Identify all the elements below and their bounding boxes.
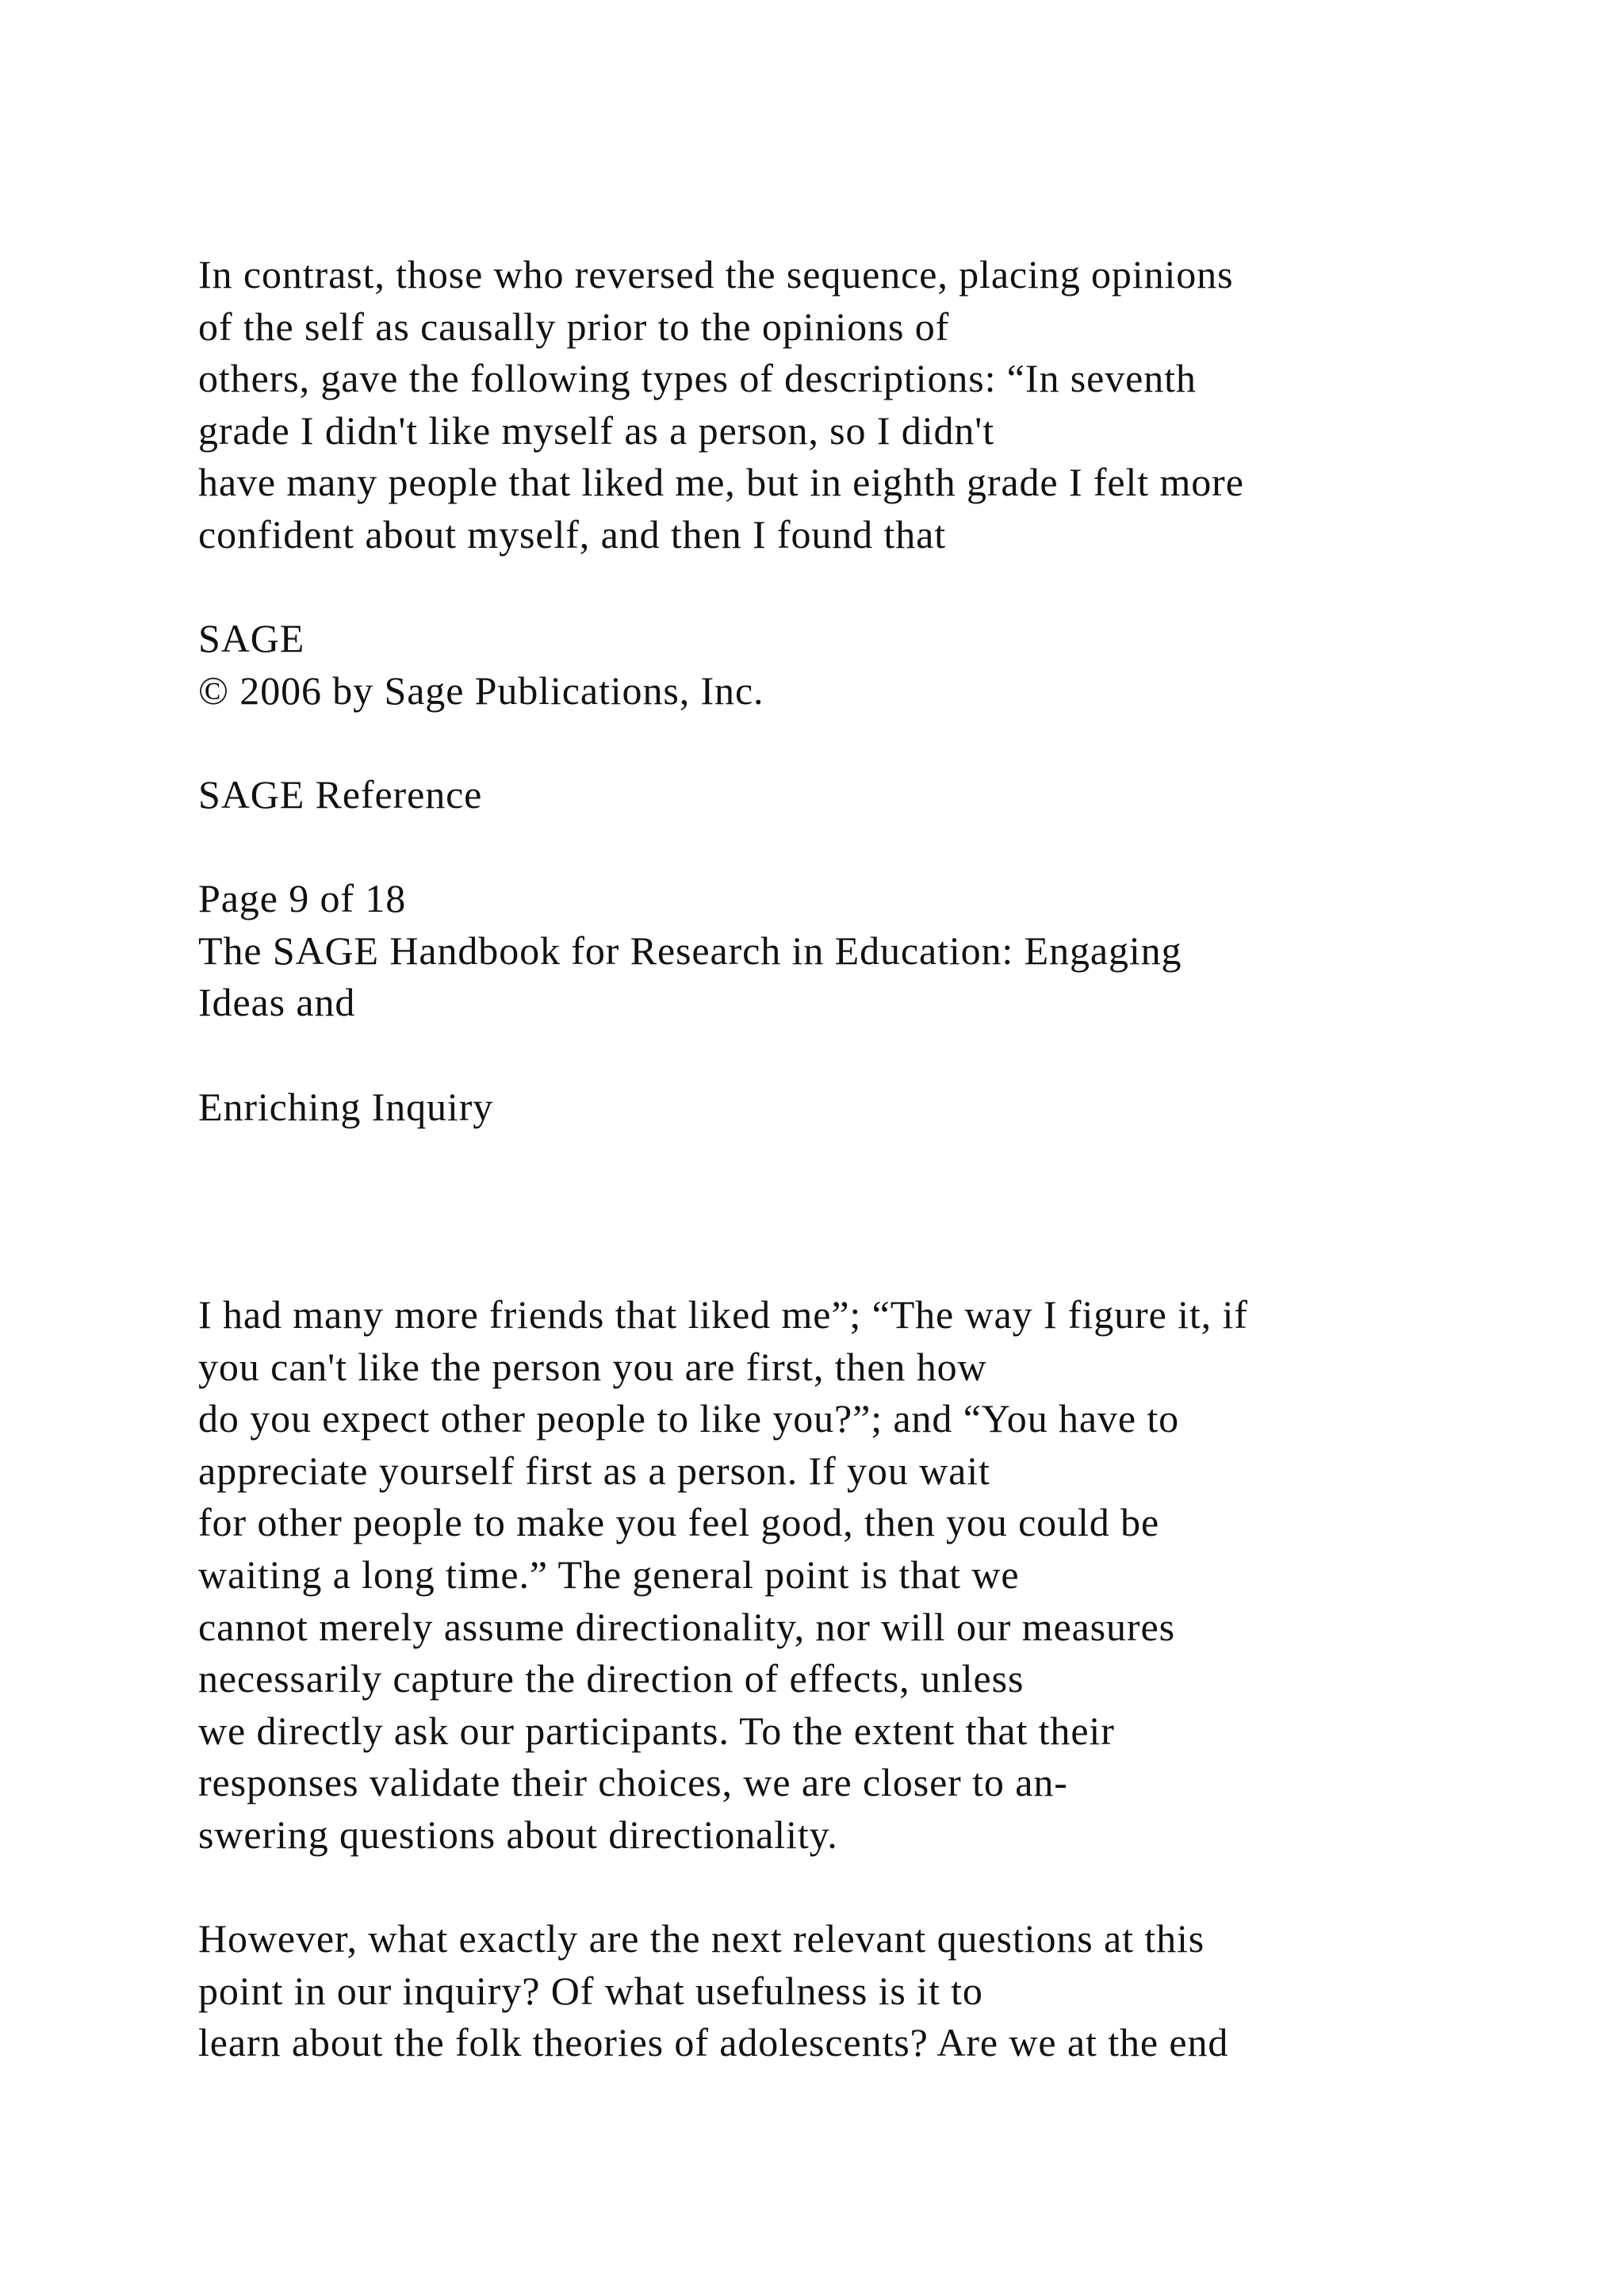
- book-title-line: The SAGE Handbook for Research in Education: Engaging: [198, 928, 1182, 973]
- text-line: of the self as causally prior to the opinions of: [198, 304, 950, 349]
- text-line: grade I didn't like myself as a person, so I didn't: [198, 408, 994, 453]
- reference-label: SAGE Reference: [198, 772, 483, 817]
- book-title-line: Ideas and: [198, 980, 356, 1025]
- book-title-line: Enriching Inquiry: [198, 1085, 494, 1129]
- text-line: have many people that liked me, but in eighth grade I felt more: [198, 460, 1244, 505]
- paragraph-continuation: [198, 249, 1546, 561]
- text-line: learn about the folk theories of adolescents? Are we at the end: [198, 2020, 1229, 2065]
- text-line: However, what exactly are the next relevant questions at this: [198, 1916, 1205, 1961]
- text-line: I had many more friends that liked me”; “The way I figure it, if: [198, 1292, 1248, 1337]
- text-line: appreciate yourself first as a person. If you wait: [198, 1448, 990, 1493]
- text-line: swering questions about directionality.: [198, 1812, 838, 1857]
- paragraph-final: [198, 1913, 1546, 2069]
- text-line: you can't like the person you are first, then how: [198, 1344, 987, 1389]
- text-line: responses validate their choices, we are closer to an-: [198, 1760, 1068, 1805]
- text-line: confident about myself, and then I found that: [198, 511, 947, 557]
- text-line: waiting a long time.” The general point is that we: [198, 1552, 1020, 1597]
- text-line: necessarily capture the direction of effects, unless: [198, 1656, 1025, 1701]
- page-number: Page 9 of 18: [198, 876, 407, 920]
- text-line: cannot merely assume directionality, nor will our measures: [198, 1604, 1175, 1649]
- text-line: for other people to make you feel good, then you could be: [198, 1500, 1160, 1545]
- copyright-notice: © 2006 by Sage Publications, Inc.: [198, 668, 764, 713]
- text-line: In contrast, those who reversed the sequence, placing opinions: [198, 252, 1234, 297]
- text-line: others, gave the following types of descriptions: “In seventh: [198, 356, 1197, 401]
- text-line: point in our inquiry? Of what usefulness is it to: [198, 1968, 983, 2013]
- footer-title-continuation: [198, 1081, 1546, 1134]
- footer-publisher-block: [198, 613, 1546, 717]
- text-line: do you expect other people to like you?”; and “You have to: [198, 1396, 1180, 1441]
- footer-page-block: [198, 873, 1546, 1029]
- publisher-name: SAGE: [198, 616, 305, 660]
- footer-reference-block: [198, 769, 1546, 821]
- paragraph-main: [198, 1289, 1546, 1862]
- text-line: we directly ask our participants. To the extent that their: [198, 1708, 1115, 1753]
